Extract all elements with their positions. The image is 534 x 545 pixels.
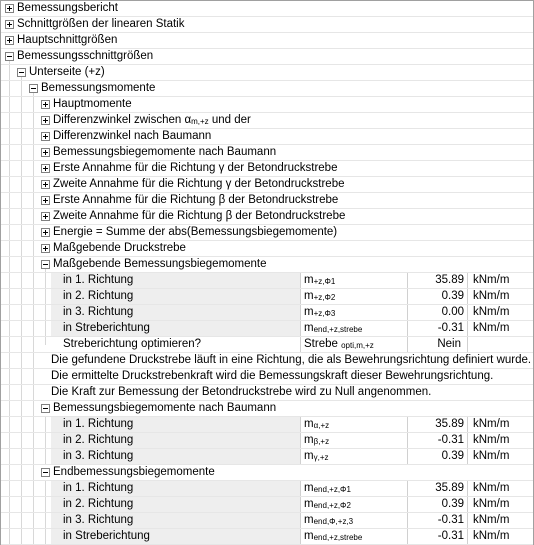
table-row[interactable] [1, 481, 533, 497]
tree-label [53, 113, 251, 128]
row-unit: kNm/m [467, 513, 533, 528]
expand-icon[interactable] [41, 212, 50, 221]
symbol-subscript: end,+z,strebe [313, 325, 363, 334]
tree-label: Schnittgrößen der linearen Statik [17, 18, 185, 30]
row-name: in 3. Richtung [63, 514, 134, 526]
tree-row-hauptmomente[interactable] [1, 97, 533, 113]
row-unit: kNm/m [467, 497, 533, 512]
tree-row-hauptschnittgroessen[interactable] [1, 33, 533, 49]
row-unit: kNm/m [467, 289, 533, 304]
row-unit: kNm/m [467, 321, 533, 336]
tree-row-massgebende-druckstrebe[interactable] [1, 241, 533, 257]
row-name: in 1. Richtung [63, 482, 134, 494]
row-unit-empty [467, 337, 533, 352]
row-name: in 3. Richtung [63, 450, 134, 462]
table-row[interactable] [1, 273, 533, 289]
row-name: in 3. Richtung [63, 306, 134, 318]
expand-icon[interactable] [5, 36, 14, 45]
row-name: in 1. Richtung [63, 418, 134, 430]
tree-row-erste-annahme-beta[interactable] [1, 193, 533, 209]
row-unit: kNm/m [467, 273, 533, 288]
expand-icon[interactable] [41, 180, 50, 189]
expand-icon[interactable] [41, 116, 50, 125]
tree-label: Bemessungsbericht [17, 2, 118, 14]
tree-label: Energie = Summe der abs(Bemessungsbiegemomente) [53, 226, 338, 238]
row-name: in 2. Richtung [63, 498, 134, 510]
row-unit: kNm/m [467, 529, 533, 544]
table-row[interactable] [1, 433, 533, 449]
tree-row-zweite-annahme-beta[interactable] [1, 209, 533, 225]
row-value: 35.89 [407, 273, 467, 288]
tree-label: Zweite Annahme für die Richtung γ der Betondruckstrebe [53, 178, 345, 190]
row-symbol [300, 417, 407, 432]
tree-label: Erste Annahme für die Richtung β der Betondruckstrebe [53, 194, 339, 206]
symbol-subscript: opti,m,+z [341, 341, 374, 350]
row-value: 35.89 [407, 417, 467, 432]
row-value: -0.31 [407, 433, 467, 448]
row-value: 0.39 [407, 497, 467, 512]
row-symbol [300, 273, 407, 288]
tree-row-massgebende-bemessungsbiegemomente[interactable] [1, 257, 533, 273]
tree-label: Bemessungsbiegemomente nach Baumann [53, 402, 277, 414]
tree-label: Differenzwinkel nach Baumann [53, 130, 212, 142]
expand-icon[interactable] [41, 244, 50, 253]
row-symbol [300, 497, 407, 512]
symbol-subscript: γ,+z [313, 453, 329, 462]
tree-label: Bemessungsschnittgrößen [17, 50, 154, 62]
row-value: 0.39 [407, 289, 467, 304]
table-row[interactable] [1, 497, 533, 513]
symbol-subscript: +z,Φ2 [313, 293, 336, 302]
symbol-text: m [304, 514, 314, 526]
expand-icon[interactable] [41, 100, 50, 109]
tree-row-energie[interactable] [1, 225, 533, 241]
row-name: in 2. Richtung [63, 290, 134, 302]
tree-label: Bemessungsbiegemomente nach Baumann [53, 146, 277, 158]
collapse-icon[interactable] [5, 52, 14, 61]
symbol-subscript: end,+z,Φ1 [313, 485, 351, 494]
table-row[interactable] [1, 289, 533, 305]
tree-label: Endbemessungsbiegemomente [53, 466, 215, 478]
row-name: Streberichtung optimieren? [63, 338, 202, 350]
label-subscript: m,+z [191, 117, 209, 126]
tree-label: Erste Annahme für die Richtung γ der Betondruckstrebe [53, 162, 338, 174]
row-unit: kNm/m [467, 449, 533, 464]
symbol-subscript: end,Φ,+z,3 [313, 517, 354, 526]
symbol-subscript: α,+z [313, 421, 330, 430]
symbol-text: m [304, 450, 314, 462]
row-symbol [300, 433, 407, 448]
tree-label: Zweite Annahme für die Richtung β der Betondruckstrebe [53, 210, 346, 222]
expand-icon[interactable] [41, 132, 50, 141]
expand-icon[interactable] [41, 148, 50, 157]
expand-icon[interactable] [5, 20, 14, 29]
tree-row-erste-annahme-gamma[interactable] [1, 161, 533, 177]
message-text: Die ermittelte Druckstrebenkraft wird die Bemessungskraft dieser Bewehrungsrichtung. [51, 370, 494, 382]
tree-label: Maßgebende Bemessungsbiegemomente [53, 258, 267, 270]
label-text: und der [208, 114, 251, 126]
message-text: Die Kraft zur Bemessung der Betondruckstrebe wird zu Null angenommen. [51, 386, 432, 398]
table-row[interactable] [1, 449, 533, 465]
symbol-subscript: end,+z,strebe [313, 533, 363, 542]
symbol-subscript: end,+z,Φ2 [313, 501, 351, 510]
row-symbol [300, 321, 407, 336]
row-symbol [300, 481, 407, 496]
tree-row-endbemessungsbiegemomente[interactable] [1, 465, 533, 481]
row-name: in Streberichtung [63, 530, 150, 542]
row-symbol [300, 337, 407, 352]
message-text: Die gefundene Druckstrebe läuft in eine Richtung, die als Bewehrungsrichtung definiert wurde. [51, 354, 532, 366]
table-row[interactable] [1, 305, 533, 321]
table-row[interactable] [1, 321, 533, 337]
row-symbol [300, 529, 407, 544]
expand-icon[interactable] [41, 196, 50, 205]
symbol-text: m [304, 434, 314, 446]
tree-label: Hauptmomente [53, 98, 132, 110]
collapse-icon[interactable] [41, 468, 50, 477]
tree-row-bemessungsbericht[interactable] [1, 1, 533, 17]
row-unit: kNm/m [467, 433, 533, 448]
symbol-text: m [304, 306, 314, 318]
collapse-icon[interactable] [17, 68, 26, 77]
symbol-text: m [304, 530, 314, 542]
symbol-text: m [304, 274, 314, 286]
expand-icon[interactable] [41, 164, 50, 173]
tree-row-bemessungsbiegemomente-baumann-2[interactable] [1, 401, 533, 417]
row-value: Nein [407, 337, 467, 352]
tree-row-schnittgroessen-statik[interactable] [1, 17, 533, 33]
row-name: in 1. Richtung [63, 274, 134, 286]
collapse-icon[interactable] [29, 84, 38, 93]
row-symbol [300, 305, 407, 320]
row-symbol [300, 513, 407, 528]
row-value: -0.31 [407, 513, 467, 528]
row-value: 0.00 [407, 305, 467, 320]
tree-label: Maßgebende Druckstrebe [53, 242, 186, 254]
symbol-subscript: +z,Φ3 [313, 309, 336, 318]
row-symbol [300, 449, 407, 464]
symbol-text: m [304, 290, 314, 302]
row-unit: kNm/m [467, 481, 533, 496]
tree-row-zweite-annahme-gamma[interactable] [1, 177, 533, 193]
tree-row-bemessungsmomente[interactable] [1, 81, 533, 97]
row-value: 0.39 [407, 449, 467, 464]
symbol-text: Strebe [304, 338, 338, 350]
table-row[interactable] [1, 513, 533, 529]
row-name: in 2. Richtung [63, 434, 134, 446]
message-row [1, 385, 533, 401]
tree-row-bemessungsbiegemomente-baumann[interactable] [1, 145, 533, 161]
tree-row-differenzwinkel[interactable] [1, 113, 533, 129]
tree-row-differenzwinkel-baumann[interactable] [1, 129, 533, 145]
tree-row-unterseite[interactable] [1, 65, 533, 81]
collapse-icon[interactable] [41, 404, 50, 413]
table-row-optimieren[interactable] [1, 337, 533, 353]
row-unit: kNm/m [467, 305, 533, 320]
tree-label: Hauptschnittgrößen [17, 34, 118, 46]
tree-row-bemessungsschnittgroessen[interactable] [1, 49, 533, 65]
message-row [1, 369, 533, 385]
symbol-text: m [304, 482, 314, 494]
row-symbol [300, 289, 407, 304]
tree-label: Bemessungsmomente [41, 82, 156, 94]
row-value: 35.89 [407, 481, 467, 496]
tree-label: Unterseite (+z) [29, 66, 105, 78]
symbol-subscript: +z,Φ1 [313, 277, 336, 286]
row-name: in Streberichtung [63, 322, 150, 334]
row-value: -0.31 [407, 321, 467, 336]
symbol-subscript: β,+z [313, 437, 330, 446]
symbol-text: m [304, 322, 314, 334]
expand-icon[interactable] [41, 228, 50, 237]
symbol-text: m [304, 418, 314, 430]
expand-icon[interactable] [5, 4, 14, 13]
row-unit: kNm/m [467, 417, 533, 432]
symbol-text: m [304, 498, 314, 510]
message-row [1, 353, 533, 369]
label-text: Differenzwinkel zwischen α [53, 114, 192, 126]
row-value: -0.31 [407, 529, 467, 544]
table-row[interactable] [1, 529, 533, 545]
table-row[interactable] [1, 417, 533, 433]
collapse-icon[interactable] [41, 260, 50, 269]
